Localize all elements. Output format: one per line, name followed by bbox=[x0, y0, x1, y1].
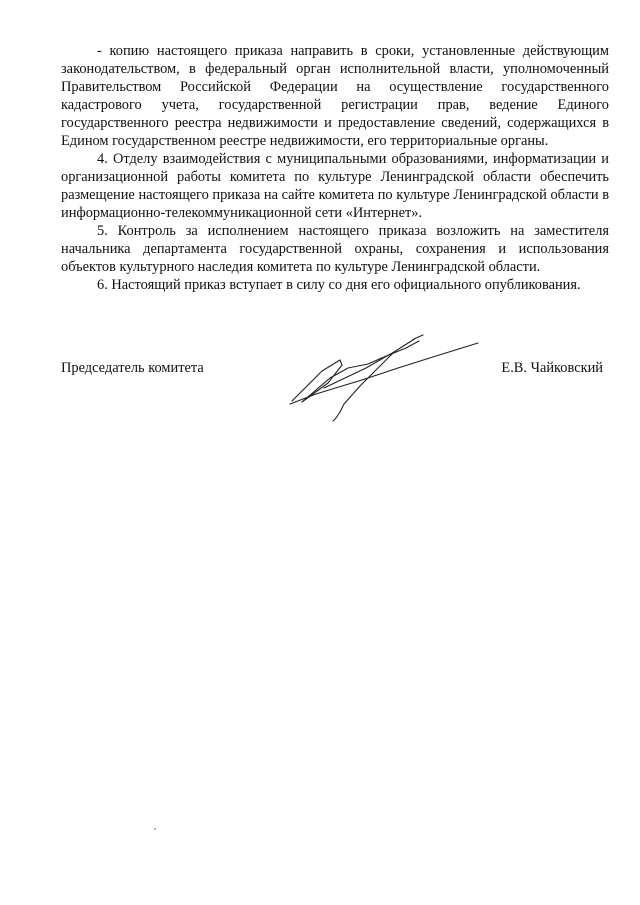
paragraph-item-4: 4. Отделу взаимодействия с муниципальными образованиями, информатизации и организационной работы комитета по культуре Ленинградской области обеспечить размещение настоящего приказа на сайте комитета по культуре Ленинградской области в информационно-телекоммуникационной сети «Интернет». bbox=[61, 151, 609, 221]
signatory-name: Е.В. Чайковский bbox=[501, 360, 603, 376]
scan-speck bbox=[154, 828, 156, 830]
handwritten-signature bbox=[282, 326, 482, 422]
paragraph-item-6: 6. Настоящий приказ вступает в силу со дня его официального опубликования. bbox=[97, 277, 581, 293]
paragraph-item-5: 5. Контроль за исполнением настоящего приказа возложить на заместителя начальника департамента государственной охраны, сохранения и использования объектов культурного наследия комитета по культуре Ленинградской области. bbox=[61, 223, 609, 275]
paragraph-registry-copy: - копию настоящего приказа направить в сроки, установленные действующим законодательством, в федеральный орган исполнительной власти, уполномоченный Правительством Российской Федерации на осуществление государственного кадастрового учета, государственной регистрации прав, ведение Единого государственного реестра недвижимости и предоставление сведений, содержащихся в Едином государственном реестре недвижимости, его территориальные органы. bbox=[61, 43, 609, 149]
document-body bbox=[61, 42, 609, 294]
signatory-title: Председатель комитета bbox=[61, 360, 204, 376]
